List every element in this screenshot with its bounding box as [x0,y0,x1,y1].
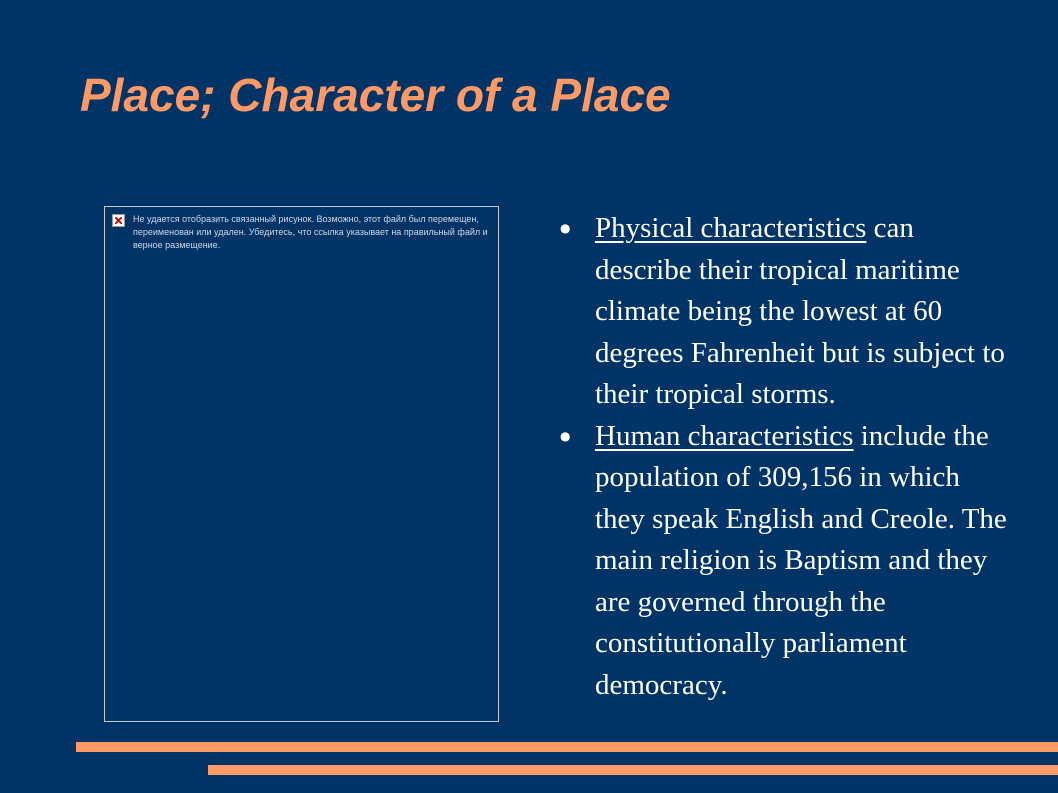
broken-image-icon [112,214,125,227]
decorative-rule-top [76,742,1058,752]
bullet-text: can describe their tropical maritime climate being the lowest at 60 degrees Fahrenheit but is subject to their tropical storms. [595,212,1005,410]
decorative-rule-bottom [208,765,1058,775]
bullet-item-human [560,416,1010,707]
bullet-list [560,208,1010,706]
broken-image-placeholder [104,206,499,722]
bullet-item-physical [560,208,1010,416]
bullet-marker: ● [560,428,571,443]
human-characteristics-link[interactable]: Human characteristics [595,419,854,452]
broken-image-message: Не удается отобразить связанный рисунок. Возможно, этот файл был перемещен, переименован или удален. Убедитесь, что ссылка указывает на правильный файл и верное размещение. [133,214,488,250]
bullet-text: include the population of 309,156 in which they speak English and Creole. The main religion is Baptism and they are governed through the constitutionally parliament democracy. [595,419,1007,701]
slide-title: Place; Character of a Place [80,69,671,121]
physical-characteristics-link[interactable]: Physical characteristics [595,212,867,244]
bullet-marker: ● [560,221,571,235]
